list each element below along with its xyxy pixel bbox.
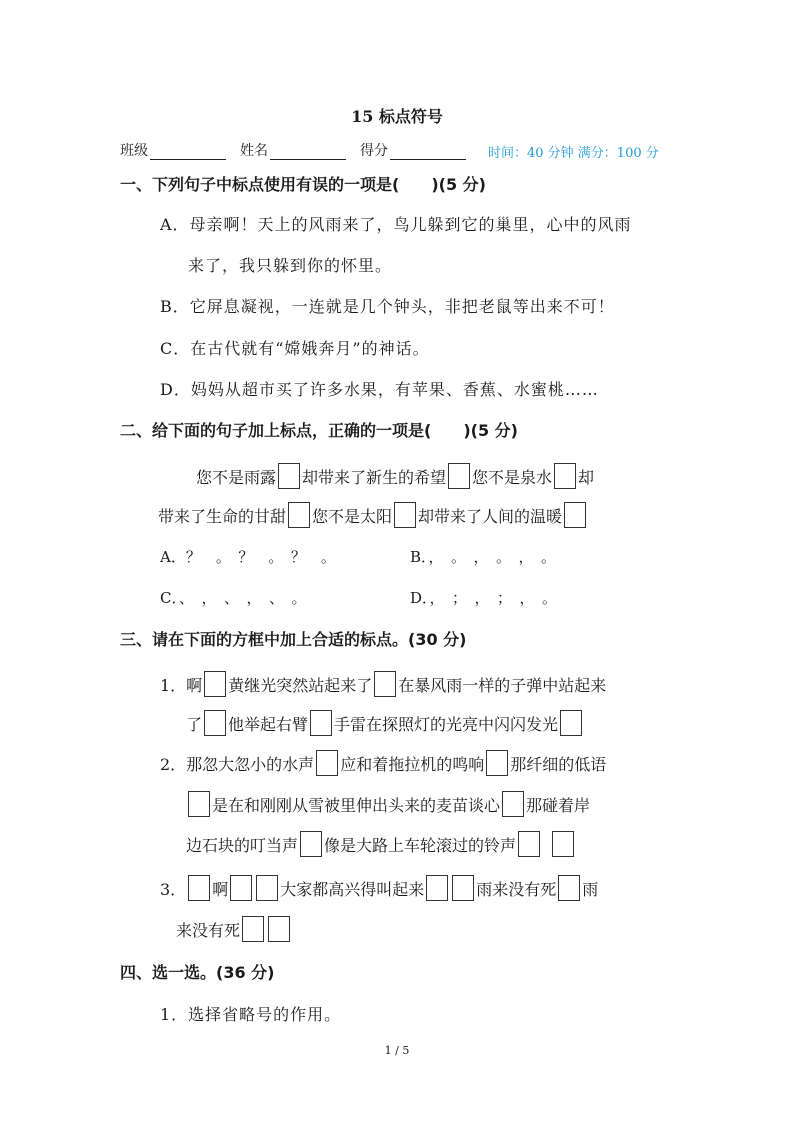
answer-box[interactable] (256, 875, 278, 901)
passage-text: 您不是雨露 (196, 467, 277, 487)
answer-box[interactable] (560, 710, 582, 736)
answer-box[interactable] (394, 502, 416, 528)
question-text: 了 (186, 714, 203, 734)
question-text: 3． (160, 879, 187, 899)
answer-box[interactable] (486, 750, 508, 776)
choice-a: A．？ 。 ？ 。 ？ 。 (160, 548, 336, 566)
answer-box[interactable] (502, 791, 524, 817)
passage-line-2 (158, 500, 588, 530)
question-text: 是在和刚刚从雪被里伸出头来的麦苗谈心 (212, 795, 501, 815)
answer-box[interactable] (426, 875, 448, 901)
passage-text: 却带来了新生的希望 (302, 467, 447, 487)
answer-box[interactable] (452, 875, 474, 901)
passage-line-1 (196, 461, 594, 491)
section-1-heading: 一、下列句子中标点使用有误的一项是( )(5 分) (120, 175, 486, 194)
q2-line-2 (186, 789, 590, 819)
question-text: 啊 (212, 879, 229, 899)
answer-box[interactable] (448, 463, 470, 489)
section-3-heading: 三、请在下面的方框中加上合适的标点。(30 分) (120, 630, 467, 649)
page-title: 15 标点符号 (351, 107, 443, 126)
question-text: 黄继光突然站起来了 (228, 675, 373, 695)
option-c: C．在古代就有“嫦娥奔月”的神话。 (160, 339, 430, 358)
question-text: 来没有死 (176, 920, 241, 940)
answer-box[interactable] (268, 916, 290, 942)
q1-line-2 (186, 708, 584, 738)
answer-box[interactable] (374, 671, 396, 697)
choice-b: B．， 。 ， 。 ， 。 (410, 548, 557, 566)
q3-line-2 (176, 914, 292, 944)
name-field (240, 140, 346, 160)
q2-line-3 (186, 829, 576, 859)
answer-box[interactable] (552, 831, 574, 857)
answer-box[interactable] (554, 463, 576, 489)
section-4-q1: 1．选择省略号的作用。 (160, 1005, 342, 1024)
option-d: D．妈妈从超市买了许多水果，有苹果、香蕉、水蜜桃…… (160, 380, 599, 399)
question-text: 雨来没有死 (476, 879, 557, 899)
option-a-line2: 来了，我只躲到你的怀里。 (188, 256, 393, 275)
question-text: 像是大路上车轮滚过的铃声 (324, 835, 517, 855)
answer-box[interactable] (204, 710, 226, 736)
score-label: 得分 (360, 143, 388, 159)
question-text: 那纤细的低语 (510, 754, 607, 774)
class-blank[interactable] (150, 145, 226, 160)
question-text: 手雷在探照灯的光亮中闪闪发光 (334, 714, 559, 734)
name-blank[interactable] (270, 145, 346, 160)
passage-text: 带来了生命的甘甜 (158, 506, 287, 526)
question-text: 雨 (582, 879, 599, 899)
section-2-heading: 二、给下面的句子加上标点，正确的一项是( )(5 分) (120, 421, 518, 440)
question-text: 边石块的叮当声 (186, 835, 299, 855)
answer-box[interactable] (316, 750, 338, 776)
choice-c: C．、 ， 、 ， 、 。 (160, 589, 307, 607)
score-blank[interactable] (390, 145, 466, 160)
question-text: 他举起右臂 (228, 714, 309, 734)
question-text: 大家都高兴得叫起来 (280, 879, 425, 899)
q3-line-1 (160, 873, 598, 903)
class-field (120, 140, 226, 160)
question-text: 1．啊 (160, 675, 203, 695)
page-number: 1 / 5 (384, 1044, 410, 1057)
answer-box[interactable] (564, 502, 586, 528)
option-a-line1: A．母亲啊！天上的风雨来了，鸟儿躲到它的巢里，心中的风雨 (160, 215, 632, 234)
question-text: 应和着拖拉机的鸣响 (340, 754, 485, 774)
name-label: 姓名 (240, 143, 268, 159)
q2-line-1 (160, 748, 606, 778)
score-field (360, 140, 466, 160)
section-4-heading: 四、选一选。(36 分) (120, 963, 275, 982)
answer-box[interactable] (230, 875, 252, 901)
class-label: 班级 (120, 143, 148, 159)
option-b: B．它屏息凝视，一连就是几个钟头，非把老鼠等出来不可！ (160, 297, 615, 316)
question-text: 2．那忽大忽小的水声 (160, 754, 315, 774)
question-text: 在暴风雨一样的子弹中站起来 (398, 675, 607, 695)
passage-text: 却带来了人间的温暖 (418, 506, 563, 526)
answer-box[interactable] (204, 671, 226, 697)
q1-line-1 (160, 669, 606, 699)
answer-box[interactable] (288, 502, 310, 528)
answer-box[interactable] (310, 710, 332, 736)
passage-text: 却 (578, 467, 595, 487)
answer-box[interactable] (188, 875, 210, 901)
question-text: 那碰着岸 (526, 795, 591, 815)
choice-d: D．， ； ， ； ， 。 (410, 589, 558, 607)
answer-box[interactable] (242, 916, 264, 942)
passage-text: 您不是泉水 (472, 467, 553, 487)
passage-text: 您不是太阳 (312, 506, 393, 526)
answer-box[interactable] (188, 791, 210, 817)
answer-box[interactable] (278, 463, 300, 489)
answer-box[interactable] (518, 831, 540, 857)
time-info: 时间：40 分钟 满分：100 分 (488, 146, 659, 161)
answer-box[interactable] (300, 831, 322, 857)
answer-box[interactable] (558, 875, 580, 901)
